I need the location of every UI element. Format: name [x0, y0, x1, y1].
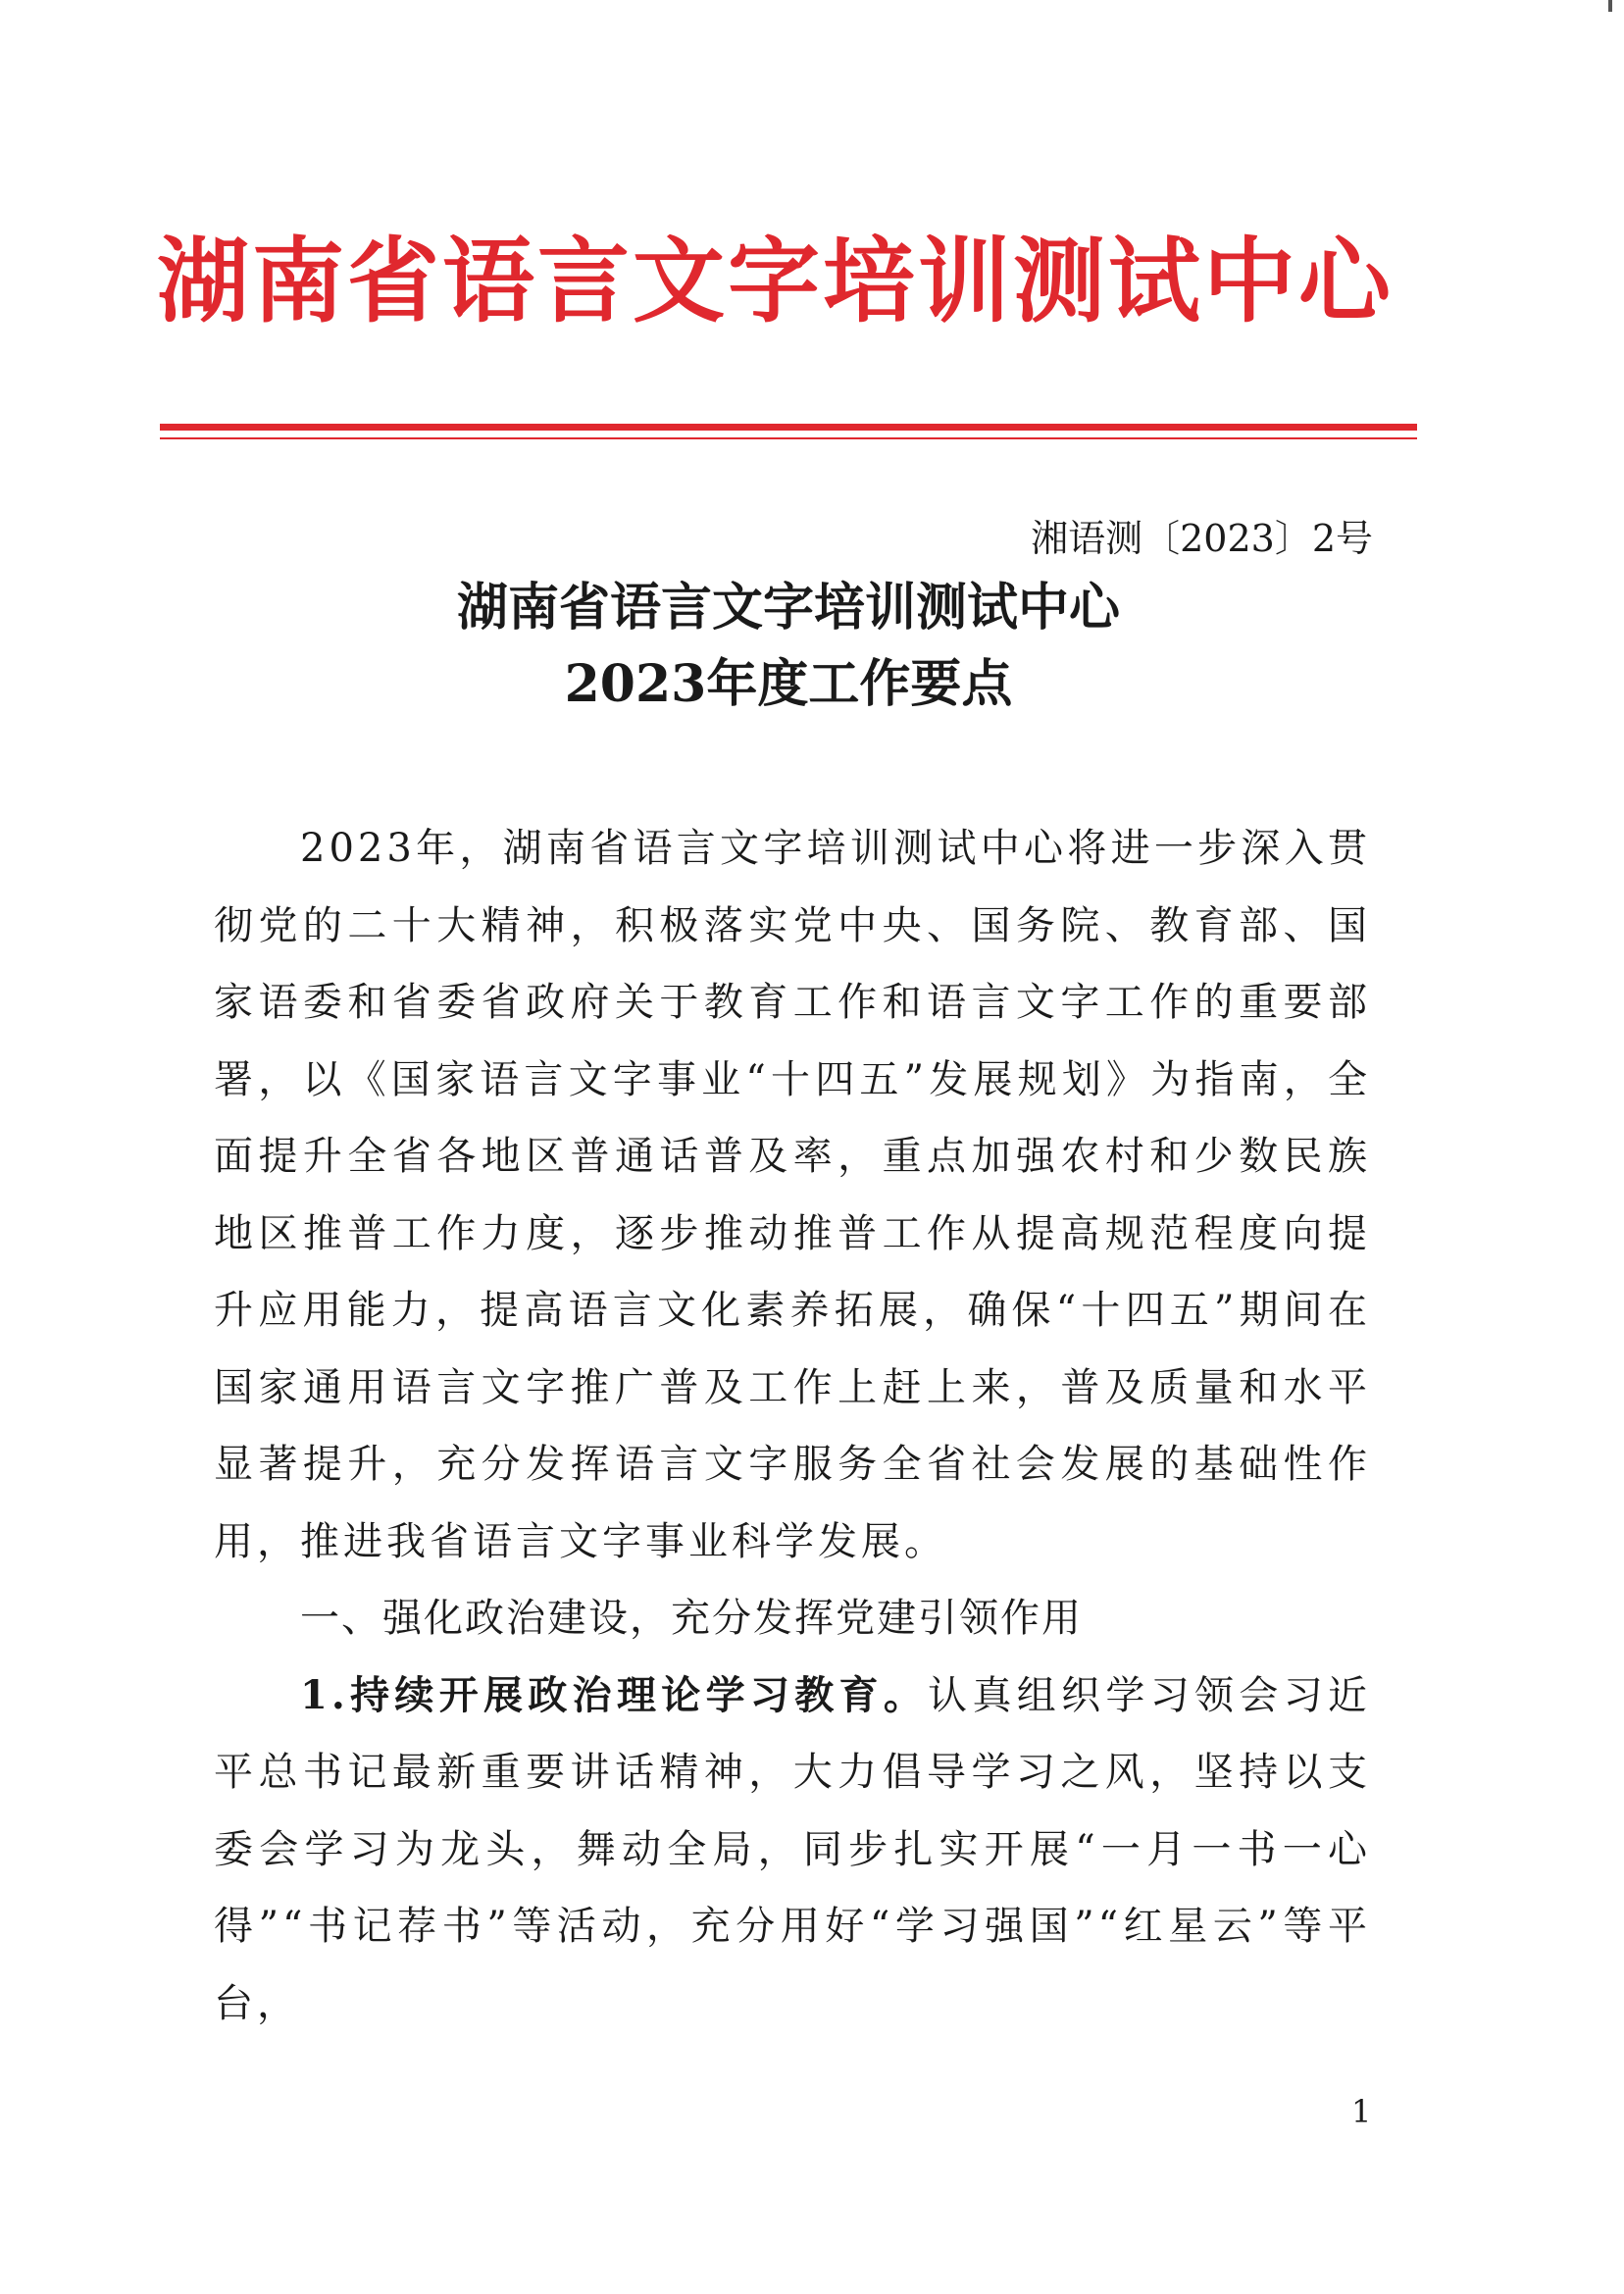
item-paragraph — [214, 1657, 1371, 2043]
intro-paragraph: 2023年，湖南省语言文字培训测试中心将进一步深入贯彻党的二十大精神，积极落实党中央、国务院、教育部、国家语委和省委省政府关于教育工作和语言文字工作的重要部署，以《国家语言文字事业“十四五”发展规划》为指南，全面提升全省各地区普通话普及率，重点加强农村和少数民族地区推普工作力度，逐步推动推普工作从提高规范程度向提升应用能力，提高语言文化素养拓展，确保“十四五”期间在国家通用语言文字推广普及工作上赶上来，普及质量和水平显著提升，充分发挥语言文字服务全省社会发展的基础性作用，推进我省语言文字事业科学发展。 — [214, 826, 1371, 1564]
item-lead-heading: 1.持续开展政治理论学习教育。 — [300, 1671, 929, 1718]
document-title-line2: 2023年度工作要点 — [564, 654, 1013, 714]
document-number: 湘语测〔2023〕2号 — [1031, 517, 1373, 560]
item-body-text: 认真组织学习领会习近平总书记最新重要讲话精神，大力倡导学习之风，坚持以支委会学习为龙头，舞动全局，同步扎实开展“一月一书一心得”“书记荐书”等活动，充分用好“学习强国”“红星云”等平台， — [214, 1672, 1372, 2026]
document-title-line1: 湖南省语言文字培训测试中心 — [456, 578, 1120, 637]
letterhead-red-rule — [160, 424, 1417, 431]
document-body — [214, 810, 1371, 2042]
section-heading: 一、强化政治建设，充分发挥党建引领作用 — [300, 1596, 1083, 1641]
letterhead-red-rule-thin — [160, 437, 1417, 439]
scan-edge-mark — [1608, 0, 1612, 12]
page-number: 1 — [1351, 2093, 1372, 2130]
letterhead-org-name: 湖南省语言文字培训测试中心 — [157, 228, 1395, 335]
